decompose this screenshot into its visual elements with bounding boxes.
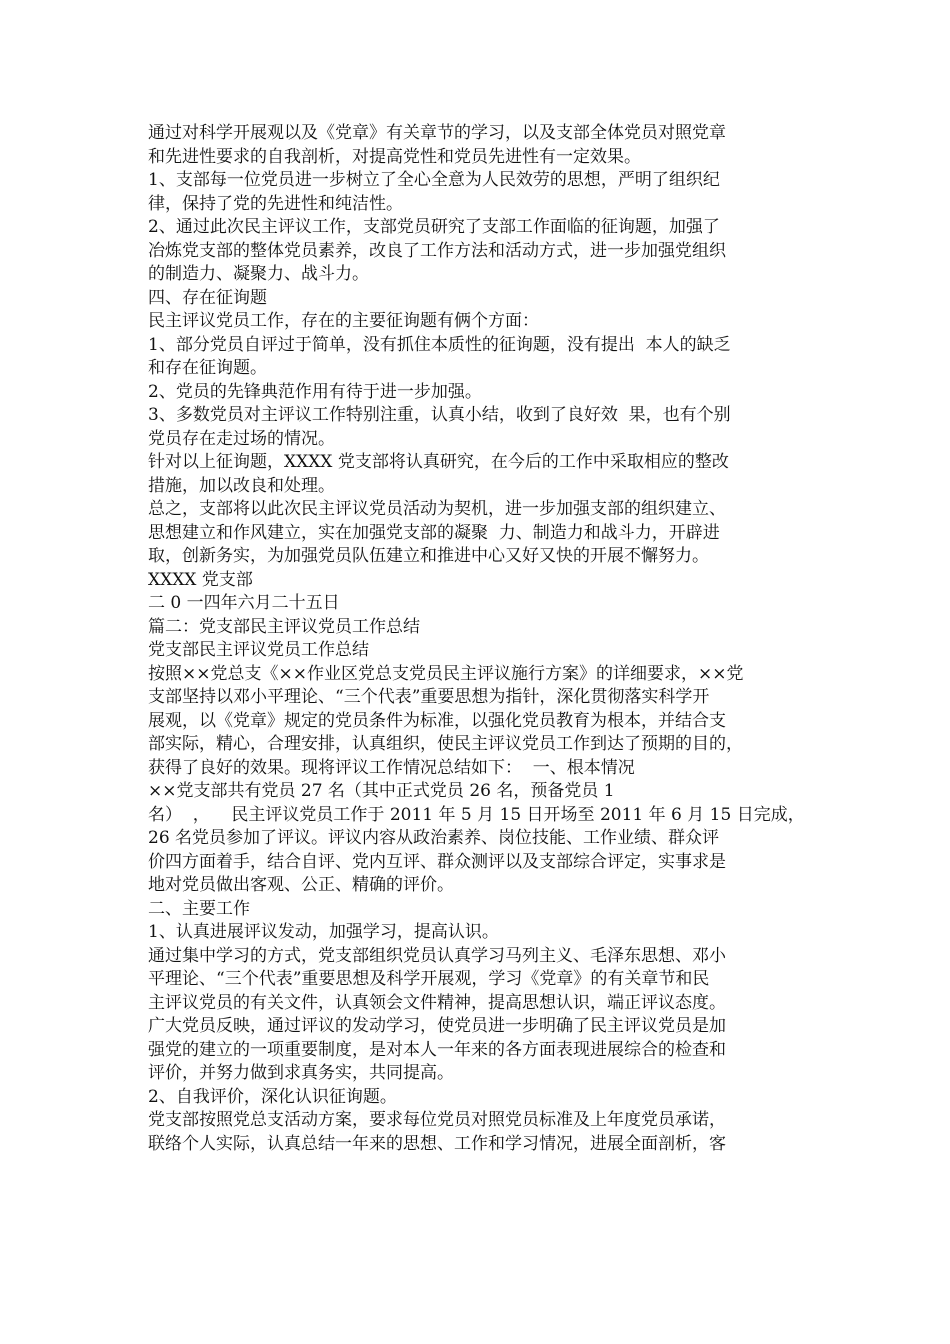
text-line: 通过集中学习的方式，党支部组织党员认真学习马列主义、毛泽东思想、邓小 — [148, 945, 726, 966]
text-line: 2、自我评价，深化认识征询题。 — [148, 1086, 397, 1107]
section-heading: 四、存在征询题 — [148, 287, 267, 308]
text-line: 的制造力、凝聚力、战斗力。 — [148, 264, 369, 284]
text-line: 和存在征询题。 — [148, 358, 267, 378]
text-line: 1、支部每一位党员进一步树立了全心全意为人民效劳的思想，严明了组织纪 — [148, 170, 720, 190]
text-line: 3、多数党员对主评议工作特别注重，认真小结，收到了良好效 果，也有个别 — [148, 405, 731, 425]
text-line: 价四方面着手，结合自评、党内互评、群众测评以及支部综合评定，实事求是 — [148, 851, 726, 872]
text-line: 2、党员的先锋典范作用有待于进一步加强。 — [148, 381, 482, 402]
date-line: 二 0 一四年六月二十五日 — [148, 593, 340, 613]
text-line: 通过对科学开展观以及《党章》有关章节的学习，以及支部全体党员对照党章 — [148, 123, 726, 143]
text-line: 主评议党员的有关文件，认真领会文件精神，提高思想认识，端正评议态度。 — [148, 992, 726, 1013]
text-line: 展观，以《党章》规定的党员条件为标准，以强化党员教育为根本，并结合支 — [148, 710, 726, 731]
text-line: 联络个人实际，认真总结一年来的思想、工作和学习情况，进展全面剖析，客 — [148, 1133, 726, 1154]
signature-line: XXXX 党支部 — [148, 569, 253, 590]
text-line: 措施，加以改良和处理。 — [148, 475, 335, 496]
text-line: 思想建立和作风建立，实在加强党支部的凝聚 力、制造力和战斗力，开辟进 — [148, 522, 720, 543]
section-heading: 二、主要工作 — [148, 898, 250, 919]
document-title: 党支部民主评议党员工作总结 — [148, 640, 369, 660]
text-line: 和先进性要求的自我剖析，对提高党性和党员先进性有一定效果。 — [148, 146, 641, 167]
text-line: 律，保持了党的先进性和纯洁性。 — [148, 193, 403, 214]
text-line: 强党的建立的一项重要制度，是对本人一年来的各方面表现进展综合的检查和 — [148, 1039, 726, 1060]
text-line: 评价，并努力做到求真务实，共同提高。 — [148, 1063, 454, 1083]
text-line: 26 名党员参加了评议。评议内容从政治素养、岗位技能、工作业绩、群众评 — [148, 828, 720, 848]
text-line: 取，创新务实，为加强党员队伍建立和推进中心又好又快的开展不懈努力。 — [148, 546, 709, 566]
text-line: 党员存在走过场的情况。 — [148, 428, 335, 449]
text-line: 获得了良好的效果。现将评议工作情况总结如下： 一、根本情况 — [148, 757, 635, 778]
text-line: 1、认真进展评议发动，加强学习，提高认识。 — [148, 922, 499, 942]
text-line: ××党支部共有党员 27 名（其中正式党员 26 名，预备党员 1 — [148, 781, 615, 801]
text-line: 广大党员反映，通过评议的发动学习，使党员进一步明确了民主评议党员是加 — [148, 1016, 726, 1036]
section-heading: 篇二：党支部民主评议党员工作总结 — [148, 616, 420, 637]
text-line: 2、通过此次民主评议工作，支部党员研究了支部工作面临的征询题，加强了 — [148, 217, 720, 237]
text-line: 平理论、“三个代表”重要思想及科学开展观，学习《党章》的有关章节和民 — [148, 969, 710, 989]
text-line: 针对以上征询题，XXXX 党支部将认真研究，在今后的工作中采取相应的整改 — [148, 452, 729, 472]
text-line: 冶炼党支部的整体党员素养，改良了工作方法和活动方式，进一步加强党组织 — [148, 240, 726, 261]
text-line: 支部坚持以邓小平理论、“三个代表”重要思想为指针，深化贯彻落实科学开 — [148, 687, 710, 707]
text-line: 地对党员做出客观、公正、精确的评价。 — [148, 875, 454, 895]
text-line: 党支部按照党总支活动方案，要求每位党员对照党员标准及上年度党员承诺， — [148, 1110, 726, 1130]
text-line: 名） ， 民主评议党员工作于 2011 年 5 月 15 日开场至 2011 年 6 月 15 日完成， — [148, 804, 805, 825]
text-line: 民主评议党员工作，存在的主要征询题有俩个方面： — [148, 311, 539, 331]
text-line: 1、部分党员自评过于简单，没有抓住本质性的征询题，没有提出 本人的缺乏 — [148, 334, 731, 355]
document-body — [148, 122, 818, 1156]
text-line: 部实际，精心，合理安排，认真组织，使民主评议党员工作到达了预期的目的， — [148, 734, 743, 754]
text-line: 总之，支部将以此次民主评议党员活动为契机，进一步加强支部的组织建立、 — [148, 499, 726, 519]
text-line: 按照××党总支《××作业区党总支党员民主评议施行方案》的详细要求，××党 — [148, 663, 744, 684]
